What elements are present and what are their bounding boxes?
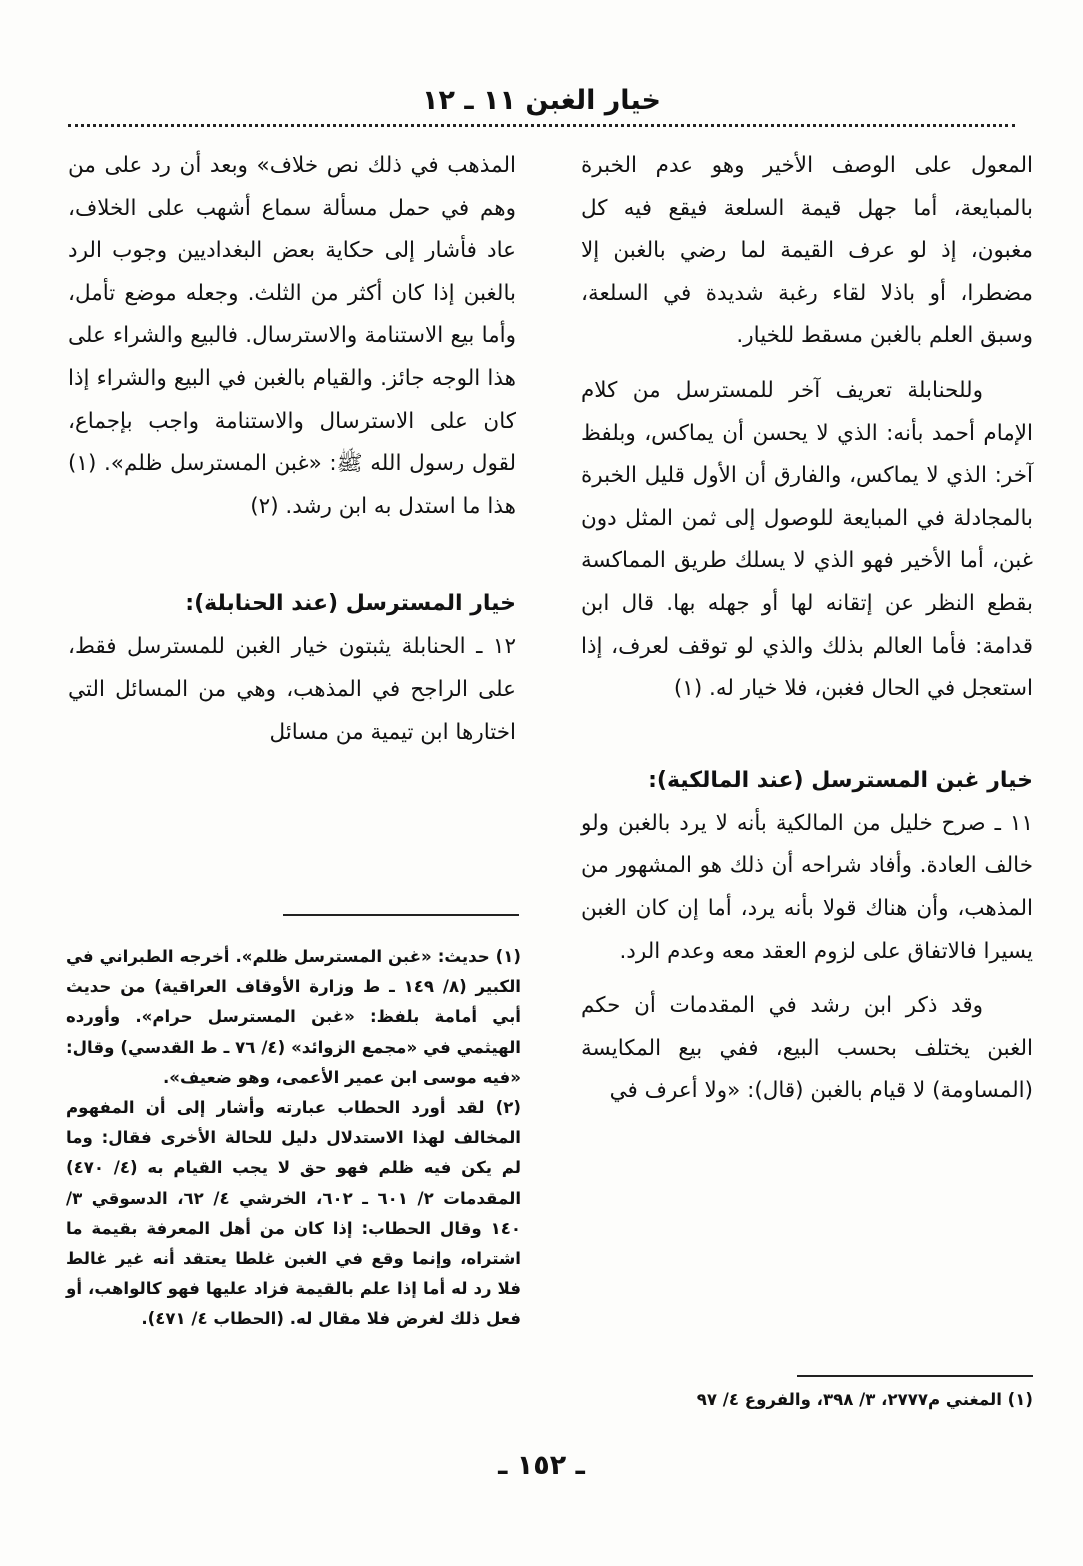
footnotes-left — [66, 942, 521, 1335]
footnote-rule-right — [797, 1375, 1033, 1377]
left-paragraph-1: المذهب في ذلك نص خلاف» وبعد أن رد على من وهم في حمل مسألة سماع أشهب على الخلاف، عاد فأشار إلى حكاية بعض البغداديين وجوب الرد بالغبن إذا كان أكثر من الثلث. وجعله موضع تأمل، وأما بيع الاستنامة والاسترسال. فالبيع والشراء على هذا الوجه جائز. والقيام بالغبن في البيع والشراء إذا كان على الاسترسال والاستنامة واجب بإجماع، لقول رسول الله ﷺ: «غبن المسترسل ظلم». (١) هذا ما استدل به ابن رشد. (٢) — [68, 153, 516, 519]
left-paragraph-2: ١٢ ـ الحنابلة يثبتون خيار الغبن للمسترسل فقط، على الراجح في المذهب، وهي من المسائل التي اختارها ابن تيمية من مسائل — [68, 634, 516, 745]
page-number: ـ ١٥٢ ـ — [498, 1450, 585, 1481]
left-column — [68, 145, 516, 754]
header-dotted-rule — [68, 124, 1015, 127]
right-paragraph-1: المعول على الوصف الأخير وهو عدم الخبرة بالمبايعة، أما جهل قيمة السلعة فيقع فيه كل مغبون، إذ لو عرف القيمة لما رضي بالغبن إلا مضطرا، أو باذلا لقاء رغبة شديدة في السلعة، وسبق العلم بالغبن مسقط للخيار. — [581, 153, 1033, 349]
section-heading-maliki: خيار غبن المسترسل (عند المالكية): — [648, 767, 1033, 793]
page-header-title: خيار الغبن ١١ ـ ١٢ — [422, 85, 661, 116]
footnote-left-1: (١) حديث: «غبن المسترسل ظلم». أخرجه الطبراني في الكبير (٨/ ١٤٩ ـ ط وزارة الأوقاف العراقية) من حديث أبي أمامة بلفظ: «غبن المسترسل حرام». وأورده الهيثمي في «مجمع الزوائد» (٤/ ٧٦ ـ ط القدسي) وقال: «فيه موسى ابن عمير الأعمى، وهو ضعيف». — [66, 947, 521, 1087]
footnote-rule-left — [283, 914, 519, 916]
footnote-left-2: (٢) لقد أورد الحطاب عبارته وأشار إلى أن المفهوم المخالف لهذا الاستدلال دليل للحالة الأخرى فقال: وما لم يكن فيه ظلم فهو حق لا يجب القيام به (٤/ ٤٧٠) المقدمات ٢/ ٦٠١ ـ ٦٠٢، الخرشي ٤/ ٦٢، الدسوقي ٣/ ١٤٠ وقال الحطاب: إذا كان من أهل المعرفة بقيمة ما اشتراه، وإنما وقع في الغبن غلطا يعتقد أنه غير غالط فلا رد له أما إذا علم بالقيمة فزاد عليها فهو كالواهب، أو فعل ذلك لغرض فلا مقال له. (الحطاب ٤/ ٤٧١). — [66, 1098, 522, 1329]
right-paragraph-2: وللحنابلة تعريف آخر للمسترسل من كلام الإمام أحمد بأنه: الذي لا يحسن أن يماكس، وبلفظ آخر: الذي لا يماكس، والفارق أن الأول قليل الخبرة بالمجادلة في المبايعة للوصول إلى ثمن المثل دون غبن، أما الأخير فهو الذي لا يسلك طريق المماكسة بقطع النظر عن إتقانه لها أو جهله بها. قال ابن قدامة: فأما العالم بذلك والذي لو توقف لعرف، إذا استعجل في الحال فغبن، فلا خيار له. (١) — [581, 377, 1033, 702]
right-paragraph-4: وقد ذكر ابن رشد في المقدمات أن حكم الغبن يختلف بحسب البيع، ففي بيع المكايسة (المساومة) لا قيام بالغبن (قال): «ولا أعرف في — [581, 993, 1033, 1104]
right-paragraph-3: ١١ ـ صرح خليل من المالكية بأنه لا يرد بالغبن ولو خالف العادة. وأفاد شراحه أن ذلك هو المشهور من المذهب، وأن هناك قولا بأنه يرد، أما إن كان الغبن يسيرا فالاتفاق على لزوم العقد معه وعدم الرد. — [581, 810, 1033, 964]
footnotes-right — [581, 1385, 1033, 1415]
section-heading-hanbali: خيار المسترسل (عند الحنابلة): — [185, 591, 516, 617]
right-column — [581, 145, 1033, 1113]
footnote-right-1: (١) المغني م٢٧٧٧، ٣/ ٣٩٨، والفروع ٤/ ٩٧ — [696, 1390, 1033, 1409]
